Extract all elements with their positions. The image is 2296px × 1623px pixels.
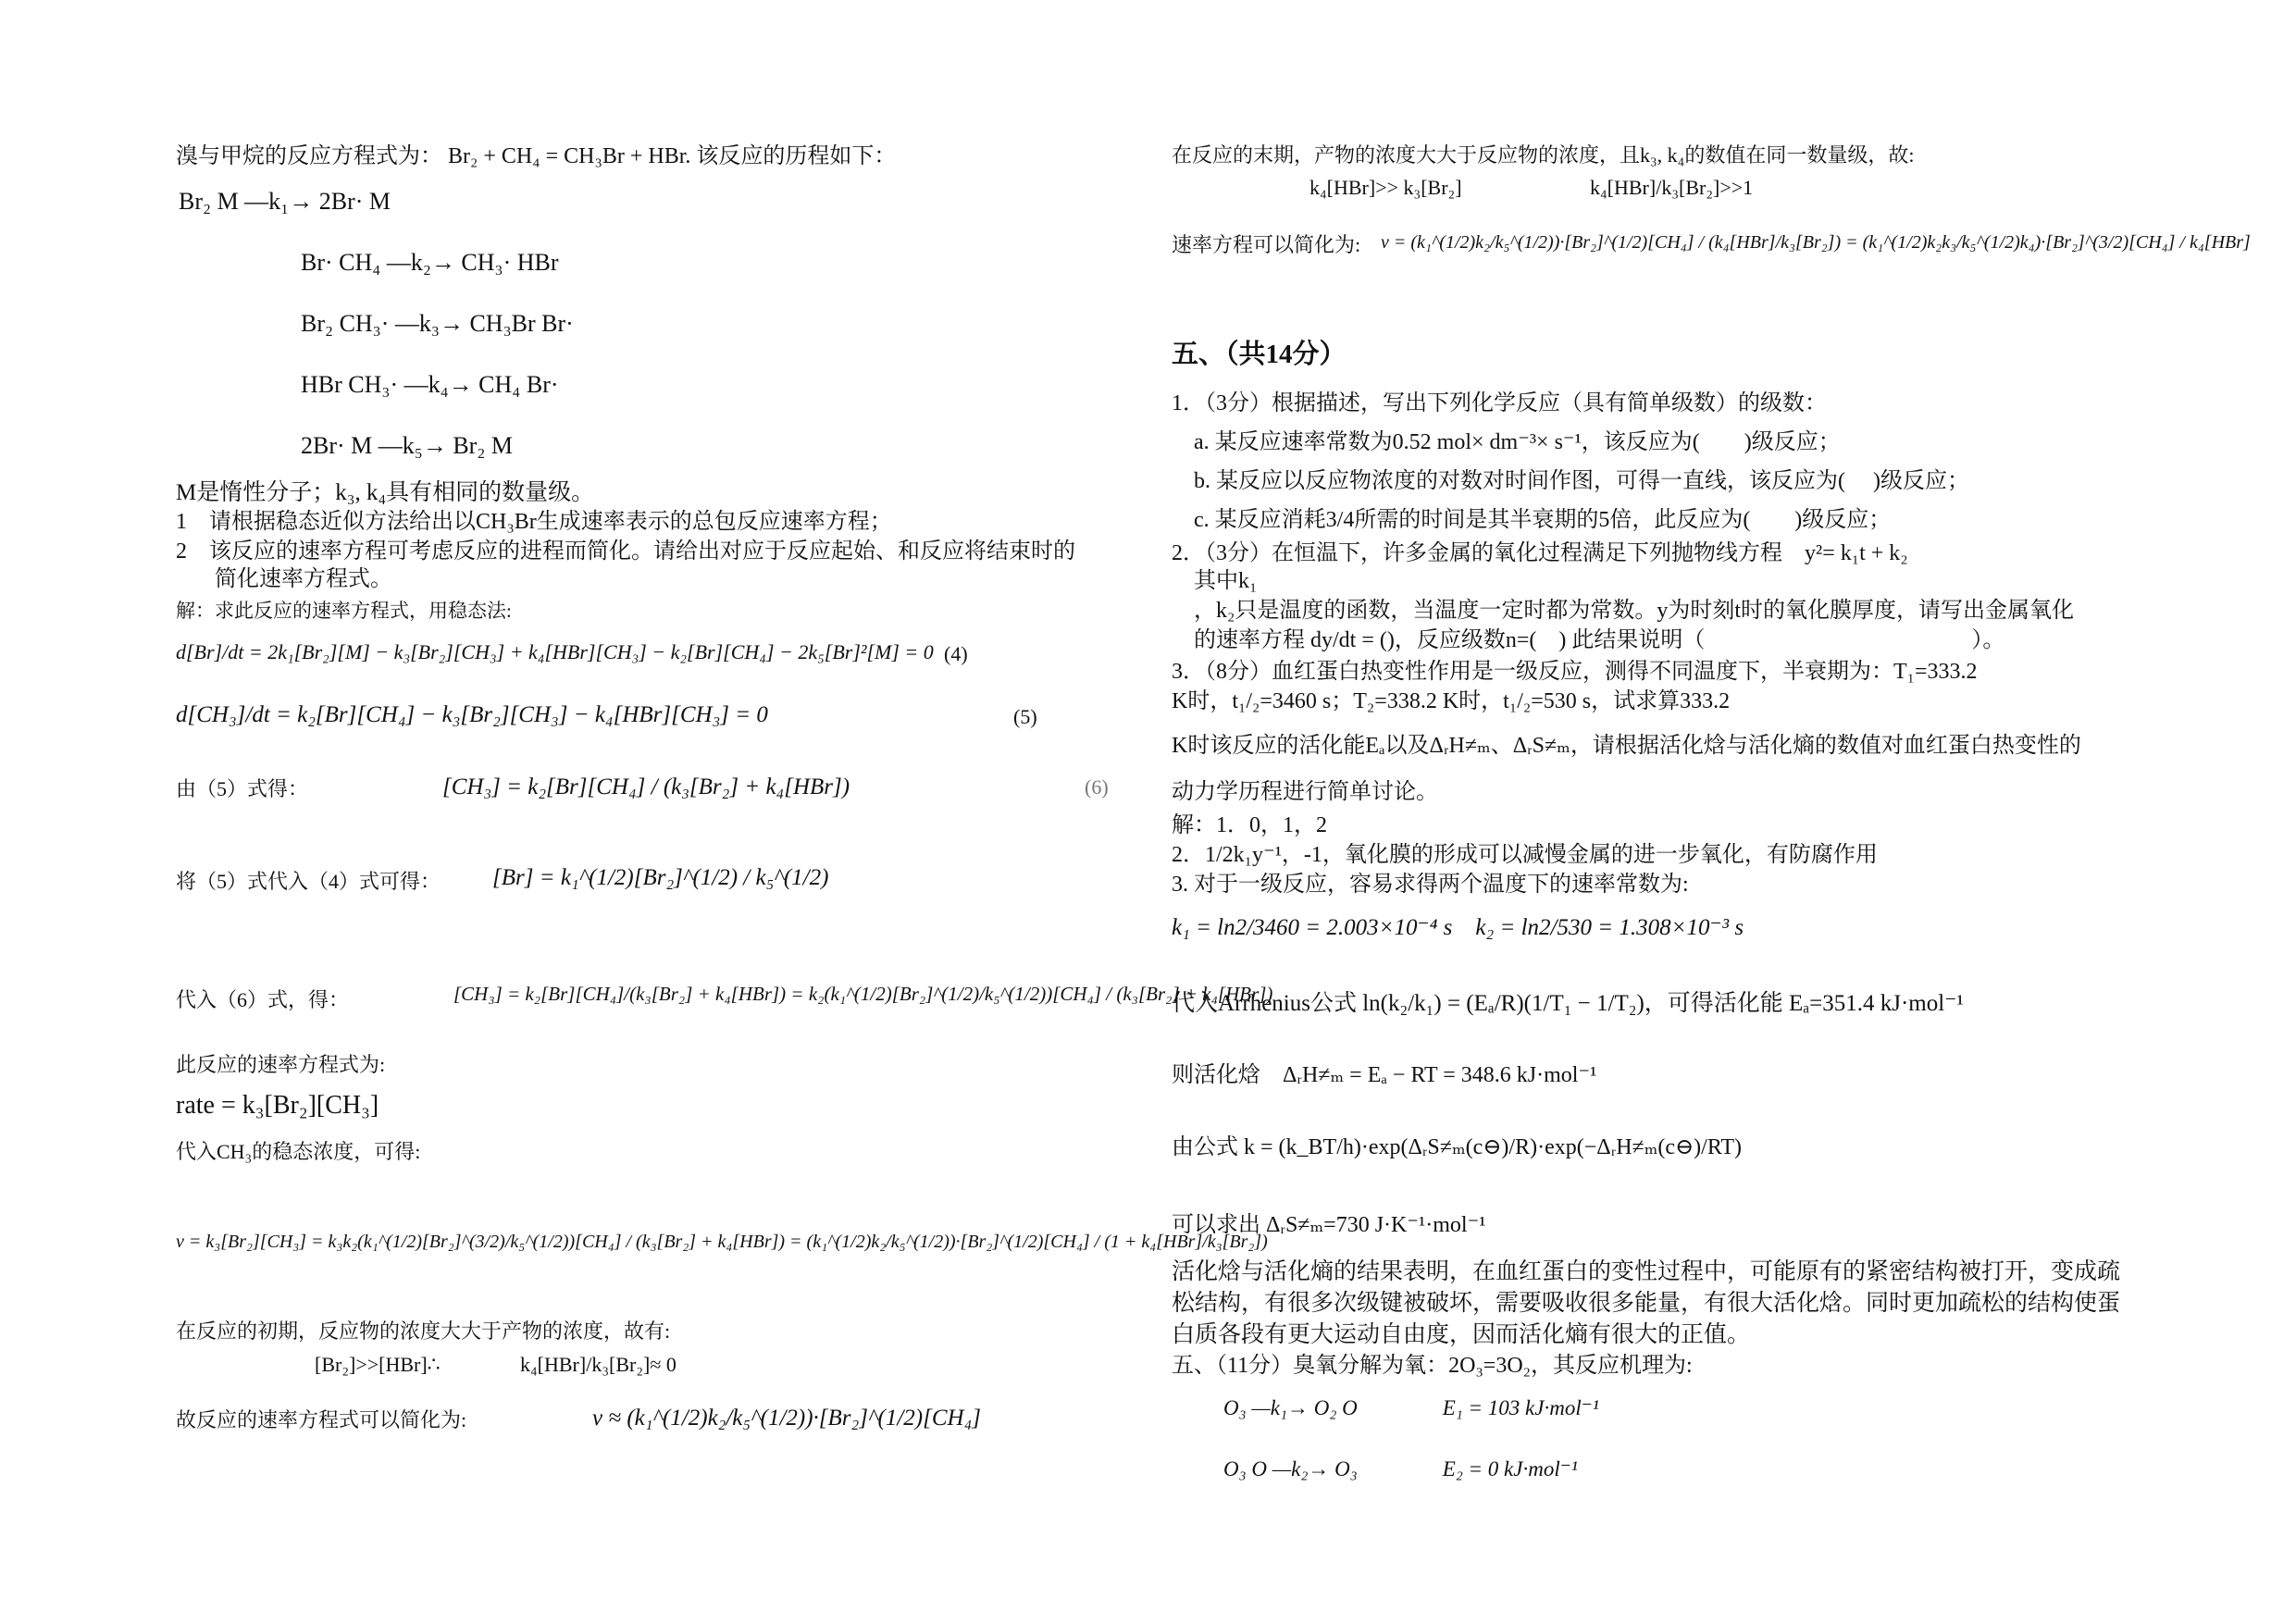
v-full: v = k₃[Br₂][CH₃] = k₃k₂(k₁^(1/2)[Br₂]^(3/2)/k₅^(1/2))[CH₄] / (k₃[Br₂] + k₄[HBr]) = (k₁^(1/2)k₂/k₅^(1/2))·[Br₂]^(1/2)[CH₄] / (1 + k₄[HBr]/k₃[Br₂]) bbox=[176, 1232, 1268, 1252]
ch3-substituted: [CH₃] = k₂[Br][CH₄]/(k₃[Br₂] + k₄[HBr]) = k₂(k₁^(1/2)[Br₂]^(1/2)/k₅^(1/2))[CH₄] / (k₃[Br₂] + k₄[HBr]) bbox=[453, 983, 1273, 1005]
problem-2: 2．（3分）在恒温下，许多金属的氧化过程满足下列抛物线方程 y²= k₁t + k₂ bbox=[1172, 541, 1908, 565]
solution-intro: 解：求此反应的速率方程式，用稳态法: bbox=[176, 600, 512, 622]
problem-2-line-2: 其中k₁ bbox=[1194, 569, 1258, 593]
problem-1b: b. 某反应以反应物浓度的对数对时间作图，可得一直线，该反应为( )级反应； bbox=[1194, 469, 1969, 493]
problem-3: 3．（8分）血红蛋白热变性作用是一级反应，测得不同温度下，半衰期为：T₁=333.2 bbox=[1172, 660, 1978, 684]
problem-2-line-3: ，k₂只是温度的函数，当温度一定时都为常数。y为时刻t时的氧化膜厚度，请写出金属氧化 bbox=[1194, 599, 2075, 623]
simplify-label: 故反应的速率方程式可以简化为: bbox=[176, 1408, 467, 1431]
problem-1c: c. 某反应消耗3/4所需的时间是其半衰期的5倍，此反应为( )级反应； bbox=[1194, 508, 1892, 532]
question-2-line-1: 2 该反应的速率方程可考虑反应的进程而简化。请给出对应于反应起始、和反应将结束时的 bbox=[176, 539, 1075, 564]
eyring-formula: 由公式 k = (k_BT/h)·exp(ΔᵣS≠ₘ(c⊖)/R)·exp(−ΔᵣH≠ₘ(c⊖)/RT) bbox=[1172, 1135, 1743, 1159]
substitute-label: 将（5）式代入（4）式可得： bbox=[176, 870, 441, 893]
mechanism-step-1: Br₂ M —k₁→ 2Br· M bbox=[179, 188, 391, 215]
mechanism-step-4: HBr CH₃· —k₄→ CH₄ Br· bbox=[301, 371, 559, 398]
late-stage-text: 在反应的末期，产物的浓度大大于反应物的浓度，且k₃, k₄的数值在同一数量级，故: bbox=[1172, 143, 1915, 167]
late-condition-a: k₄[HBr]>> k₃[Br₂] bbox=[1309, 176, 1462, 199]
discussion-line-3: 白质各段有更大运动自由度，因而活化熵有很大的正值。 bbox=[1172, 1322, 1751, 1347]
equation-6-number: (6) bbox=[1085, 775, 1109, 799]
answer-2: 2．1/2k₁y⁻¹，-1，氧化膜的形成可以减慢金属的进一步氧化，有防腐作用 bbox=[1172, 843, 1878, 867]
mechanism-step-5: 2Br· M —k₅→ Br₂ M bbox=[301, 432, 514, 459]
inert-note: M是惰性分子；k₃, k₄具有相同的数量级。 bbox=[176, 480, 595, 505]
equation-4: d[Br]/dt = 2k₁[Br₂][M] − k₃[Br₂][CH₃] + k₄[HBr][CH₃] − k₂[Br][CH₄] − 2k₅[Br]²[M] = 0 bbox=[176, 640, 934, 663]
from-eq5-label: 由（5）式得： bbox=[176, 777, 309, 800]
question-1: 1 请根据稳态近似方法给出以CH₃Br生成速率表示的总包反应速率方程； bbox=[176, 510, 892, 534]
br-steady-state: [Br] = k₁^(1/2)[Br₂]^(1/2) / k₅^(1/2) bbox=[492, 865, 829, 890]
problem-3-line-4: 动力学历程进行简单讨论。 bbox=[1172, 780, 1438, 804]
section-5-heading: 五、（共14分） bbox=[1172, 340, 1347, 369]
late-condition-b: k₄[HBr]/k₃[Br₂]>>1 bbox=[1590, 176, 1754, 199]
right-column bbox=[1148, 0, 2296, 1623]
arrhenius-line: 代入Arrhenius公式 ln(k₂/k₁) = (Eₐ/R)(1/T₁ − 1/T₂)，可得活化能 Eₐ=351.4 kJ·mol⁻¹ bbox=[1172, 991, 1964, 1016]
early-condition-b: k₄[HBr]/k₃[Br₂]≈ 0 bbox=[520, 1353, 676, 1376]
substitute-ch3-label: 代入CH₃的稳态浓度，可得: bbox=[176, 1140, 421, 1163]
ozone-step-2: O₃ O —k₂→ O₃ E₂ = 0 kJ·mol⁻¹ bbox=[1223, 1457, 1578, 1481]
simplify-label-2: 速率方程可以简化为: bbox=[1172, 233, 1361, 256]
problem-3-line-2: K时，t₁/₂=3460 s；T₂=338.2 K时，t₁/₂=530 s，试求算333.2 bbox=[1172, 689, 1731, 713]
equation-5: d[CH₃]/dt = k₂[Br][CH₄] − k₃[Br₂][CH₃] − k₄[HBr][CH₃] = 0 bbox=[176, 702, 768, 727]
equation-4-number: (4) bbox=[944, 642, 968, 665]
answer-1: 解：1．0，1，2 bbox=[1172, 813, 1327, 837]
equation-5-number: (5) bbox=[1013, 705, 1037, 728]
ozone-step-1: O₃ —k₁→ O₂ O E₁ = 103 kJ·mol⁻¹ bbox=[1223, 1396, 1599, 1419]
early-condition-a: [Br₂]>>[HBr]∴ bbox=[315, 1353, 441, 1376]
activation-enthalpy: 则活化焓 ΔᵣH≠ₘ = Eₐ − RT = 348.6 kJ·mol⁻¹ bbox=[1172, 1063, 1597, 1087]
early-stage-text: 在反应的初期，反应物的浓度大大于产物的浓度，故有: bbox=[176, 1319, 671, 1343]
activation-entropy: 可以求出 ΔᵣS≠ₘ=730 J·K⁻¹·mol⁻¹ bbox=[1172, 1213, 1486, 1237]
rate-constants: k₁ = ln2/3460 = 2.003×10⁻⁴ s k₂ = ln2/530 = 1.308×10⁻³ s bbox=[1172, 915, 1744, 940]
problem-2-line-4: 的速率方程 dy/dt = ()，反应级数n=( ) 此结果说明（ ）。 bbox=[1194, 628, 2005, 652]
rate-eq-label: 此反应的速率方程式为: bbox=[176, 1053, 386, 1076]
ozone-problem: 五、（11分）臭氧分解为氧：2O₃=3O₂，其反应机理为: bbox=[1172, 1354, 1693, 1378]
mechanism-step-2: Br· CH₄ —k₂→ CH₃· HBr bbox=[301, 249, 559, 276]
v-simplified-late: v = (k₁^(1/2)k₂/k₅^(1/2))·[Br₂]^(1/2)[CH₄] / (k₄[HBr]/k₃[Br₂]) = (k₁^(1/2)k₂k₃/k₅^(1/2)k₄)·[Br₂]^(3/2)[CH₄] / k₄[HBr] bbox=[1381, 232, 2251, 253]
problem-1: 1．（3分）根据描述，写出下列化学反应（具有简单级数）的级数： bbox=[1172, 391, 1827, 415]
ch3-steady-state: [CH₃] = k₂[Br][CH₄] / (k₃[Br₂] + k₄[HBr]) bbox=[442, 774, 850, 799]
v-simplified-early: v ≈ (k₁^(1/2)k₂/k₅^(1/2))·[Br₂]^(1/2)[CH₄] bbox=[592, 1406, 981, 1431]
answer-3: 3. 对于一级反应，容易求得两个温度下的速率常数为: bbox=[1172, 873, 1689, 897]
discussion-line-1: 活化焓与活化熵的结果表明，在血红蛋白的变性过程中，可能原有的紧密结构被打开，变成疏 bbox=[1172, 1259, 2121, 1284]
into-eq6-label: 代入（6）式，得： bbox=[176, 988, 350, 1011]
intro-text: 溴与甲烷的反应方程式为： Br₂ + CH₄ = CH₃Br + HBr. 该反应的历程如下： bbox=[176, 144, 897, 168]
rate-equation: rate = k₃[Br₂][CH₃] bbox=[176, 1091, 379, 1120]
problem-3-line-3: K时该反应的活化能Eₐ以及ΔᵣH≠ₘ、ΔᵣS≠ₘ，请根据活化焓与活化熵的数值对血红蛋白热变性的 bbox=[1172, 734, 2081, 758]
discussion-line-2: 松结构，有很多次级键被破坏，需要吸收很多能量，有很大活化焓。同时更加疏松的结构使蛋 bbox=[1172, 1291, 2121, 1316]
problem-1a: a. 某反应速率常数为0.52 mol× dm⁻³× s⁻¹，该反应为( )级反应； bbox=[1194, 430, 1841, 454]
mechanism-step-3: Br₂ CH₃· —k₃→ CH₃Br Br· bbox=[301, 310, 574, 337]
question-2-line-2: 简化速率方程式。 bbox=[215, 567, 392, 591]
